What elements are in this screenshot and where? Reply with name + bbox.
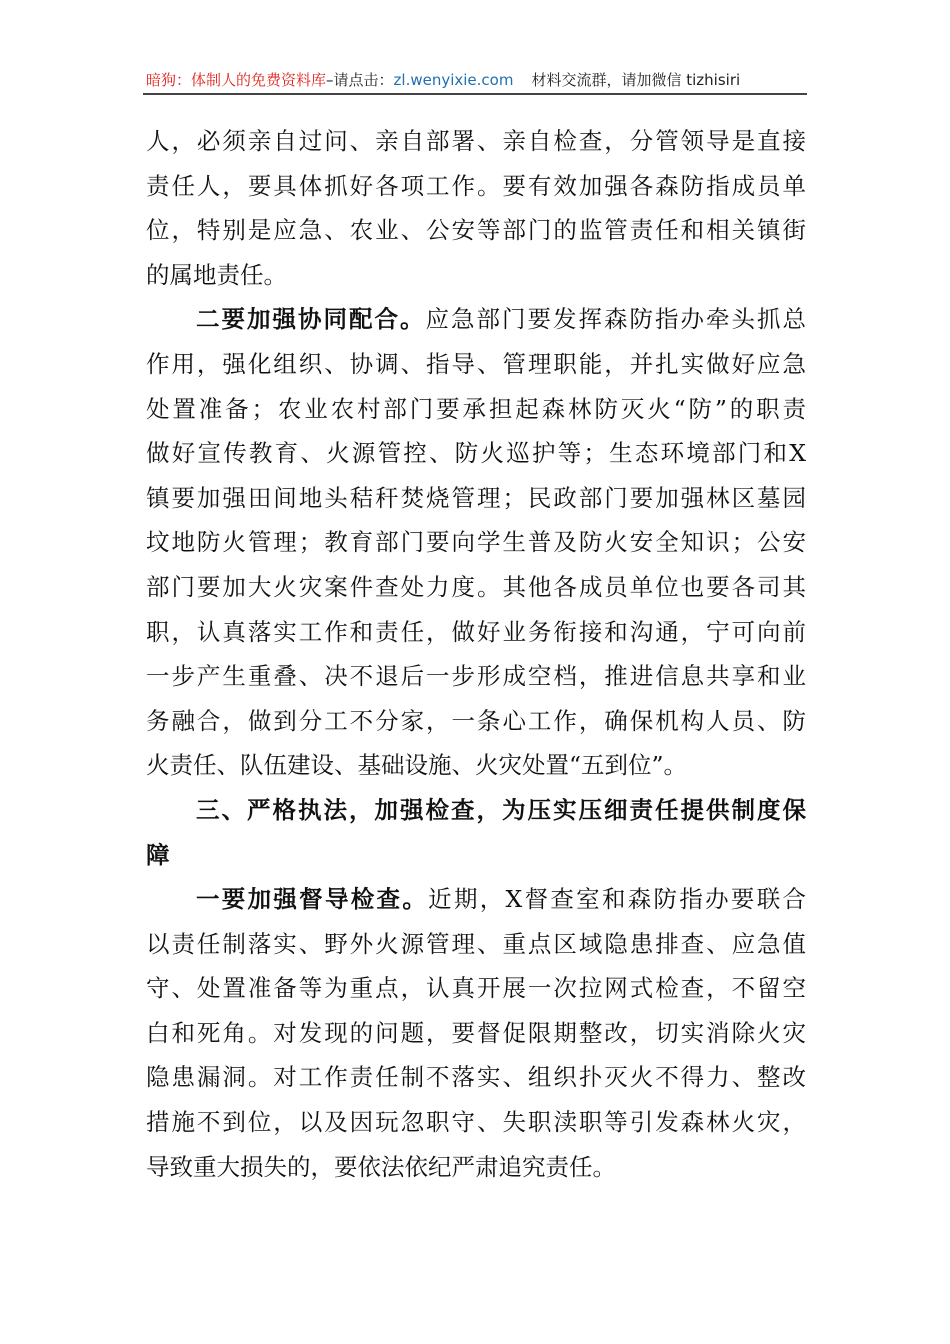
text-line bbox=[146, 610, 806, 655]
bold-lead: 一要加强督导检查。 bbox=[196, 885, 429, 914]
text-line bbox=[146, 253, 806, 298]
paragraph bbox=[146, 877, 806, 1189]
text-line bbox=[146, 922, 806, 967]
header-link[interactable]: zl.wenyixie.com bbox=[393, 71, 514, 89]
text-line bbox=[146, 699, 806, 744]
text-line bbox=[146, 654, 806, 699]
line-text: 三、严格执法，加强检查，为压实压细责任提供制度保 bbox=[196, 795, 806, 824]
line-text: 隐患漏洞。对工作责任制不落实、组织扑灭火不得力、整改 bbox=[146, 1063, 806, 1092]
line-text: 做好宣传教育、火源管控、防火巡护等；生态环境部门和X bbox=[146, 439, 806, 468]
text-line bbox=[146, 119, 806, 164]
text-line bbox=[146, 966, 806, 1011]
line-text: 守、处置准备等为重点，认真开展一次拉网式检查，不留空 bbox=[146, 974, 806, 1003]
line-text: 火责任、队伍建设、基础设施、火灾处置“五到位”。 bbox=[146, 751, 688, 780]
line-text: 人，必须亲自过问、亲自部署、亲自检查，分管领导是直接 bbox=[146, 127, 806, 155]
bold-lead: 二要加强协同配合。 bbox=[196, 305, 426, 334]
header-divider bbox=[143, 93, 807, 95]
text-line bbox=[146, 788, 806, 833]
line-text: 以责任制落实、野外火源管理、重点区域隐患排查、应急值 bbox=[146, 929, 806, 958]
text-line bbox=[146, 387, 806, 432]
paragraph bbox=[146, 297, 806, 788]
line-text: 坟地防火管理；教育部门要向学生普及防火安全知识；公安 bbox=[146, 528, 806, 557]
line-text: 一步产生重叠、决不退后一步形成空档，推进信息共享和业 bbox=[146, 662, 806, 691]
text-line bbox=[146, 1055, 806, 1100]
header-contact: 材料交流群，请加微信 tizhisiri bbox=[531, 71, 741, 89]
line-text: 应急部门要发挥森防指办牵头抓总 bbox=[425, 305, 806, 334]
line-text: 近期，X督查室和森防指办要联合 bbox=[428, 885, 807, 914]
header-brand: 暗狗：体制人的免费资料库 bbox=[146, 71, 327, 89]
text-line bbox=[146, 565, 806, 610]
text-line bbox=[146, 164, 806, 209]
line-text: 导致重大损失的，要依法依纪严肃追究责任。 bbox=[146, 1152, 616, 1181]
line-text: 处置准备；农业农村部门要承担起森林防灭火“防”的职责 bbox=[146, 394, 806, 423]
line-text: 的属地责任。 bbox=[146, 260, 287, 289]
line-text: 措施不到位，以及因玩忽职守、失职渎职等引发森林火灾， bbox=[146, 1108, 806, 1137]
text-line bbox=[146, 1011, 806, 1056]
text-line bbox=[146, 1145, 806, 1190]
text-line bbox=[146, 208, 806, 253]
line-text: 镇要加强田间地头秸秆焚烧管理；民政部门要加强林区墓园 bbox=[146, 483, 806, 512]
line-text: 障 bbox=[146, 840, 170, 869]
text-line bbox=[146, 476, 806, 521]
text-line bbox=[146, 1100, 806, 1145]
line-text: 职，认真落实工作和责任，做好业务衔接和沟通，宁可向前 bbox=[146, 617, 806, 646]
line-text: 部门要加大火灾案件查处力度。其他各成员单位也要各司其 bbox=[146, 572, 806, 601]
text-line bbox=[146, 431, 806, 476]
line-text: 作用，强化组织、协调、指导、管理职能，并扎实做好应急 bbox=[146, 349, 806, 378]
text-line bbox=[146, 520, 806, 565]
paragraph bbox=[146, 119, 806, 297]
line-text: 责任人，要具体抓好各项工作。要有效加强各森防指成员单 bbox=[146, 171, 806, 200]
line-text: 白和死角。对发现的问题，要督促限期整改，切实消除火灾 bbox=[146, 1018, 806, 1047]
document-body bbox=[146, 119, 806, 1189]
text-line bbox=[146, 297, 806, 342]
line-text: 务融合，做到分工不分家，一条心工作，确保机构人员、防 bbox=[146, 706, 806, 735]
text-line bbox=[146, 833, 806, 878]
section-heading bbox=[146, 788, 806, 877]
line-text: 位，特别是应急、农业、公安等部门的监管责任和相关镇街 bbox=[146, 216, 806, 245]
text-line bbox=[146, 342, 806, 387]
page-header bbox=[146, 68, 806, 92]
text-line bbox=[146, 743, 806, 788]
header-prompt: –请点击： bbox=[326, 71, 394, 89]
text-line bbox=[146, 877, 806, 922]
